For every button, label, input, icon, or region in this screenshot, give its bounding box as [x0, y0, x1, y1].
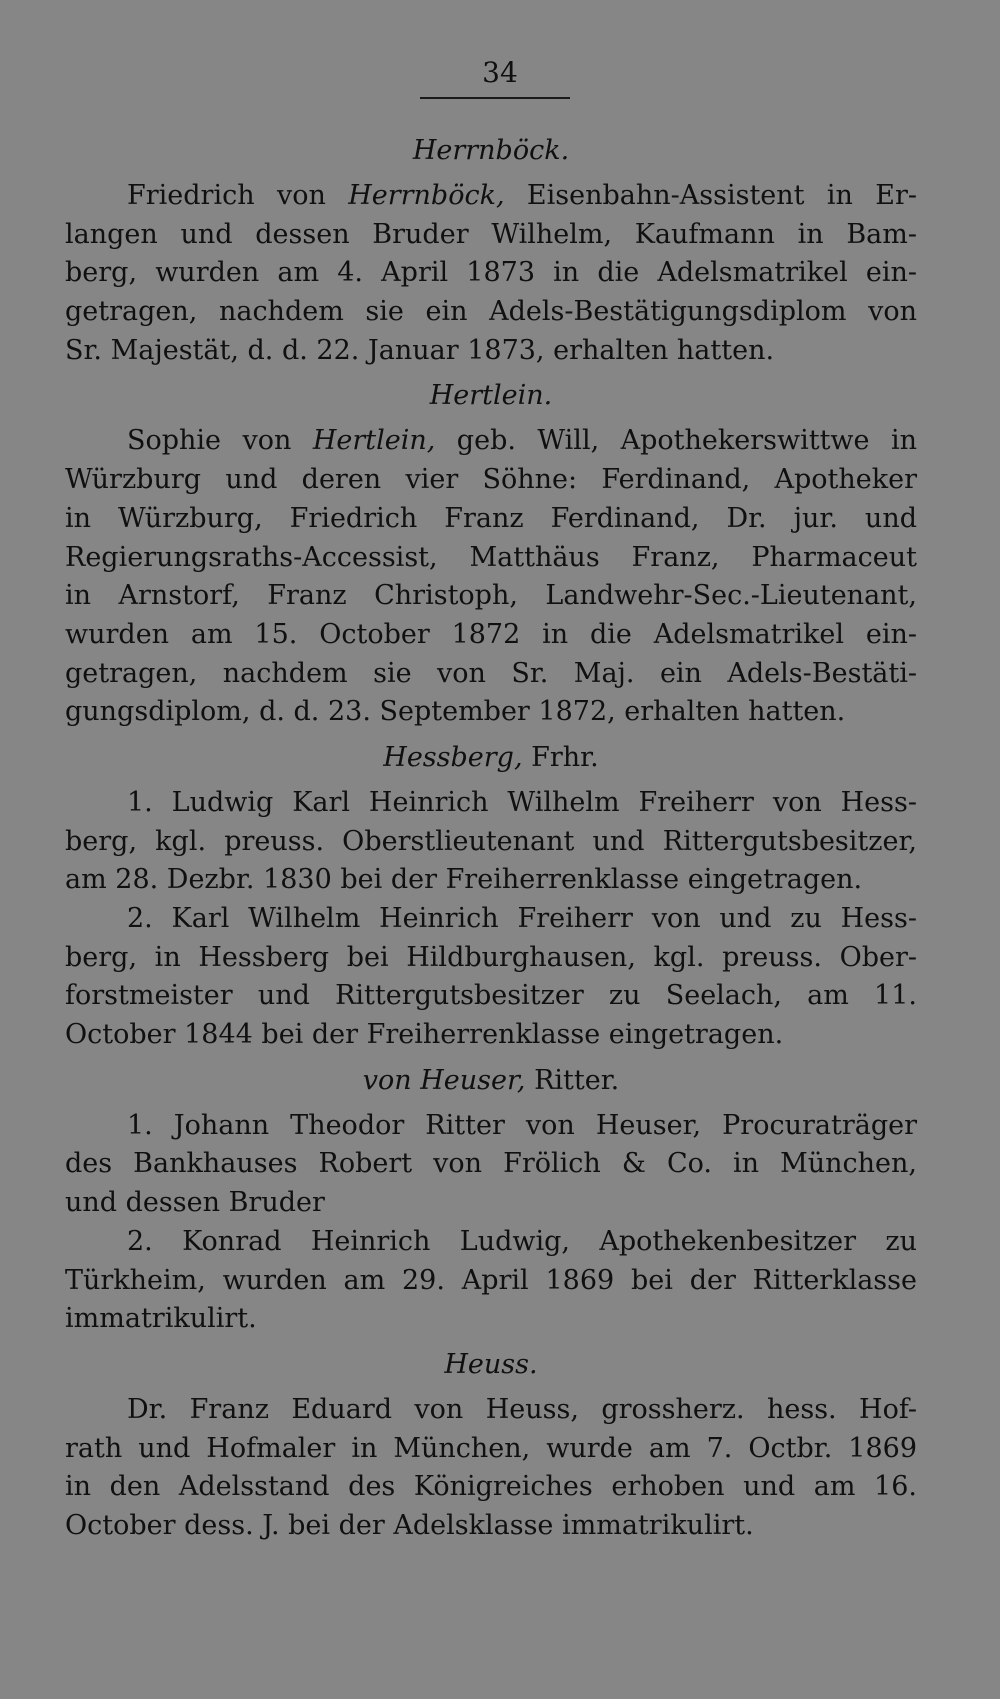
text-line: October 1844 bei der Freiherrenklasse eingetragen.: [65, 1019, 784, 1051]
page-number: 34: [482, 56, 518, 89]
entry-heading: [65, 1055, 917, 1107]
text-line: Sr. Majestät, d. d. 22. Januar 1873, erhalten hatten.: [65, 334, 775, 366]
text-line: des Bankhauses Robert von Frölich & Co. in München,: [65, 1148, 917, 1180]
text-line: gungsdiplom, d. d. 23. September 1872, erhalten hatten.: [65, 696, 846, 728]
entry-paragraph: [65, 1107, 917, 1223]
text-line: in Arnstorf, Franz Christoph, Landwehr-Sec.-Lieutenant,: [65, 580, 917, 612]
entry-heading: [65, 125, 917, 177]
entry-heading: [65, 1339, 917, 1391]
page-number-rule: [420, 97, 570, 99]
entry-paragraph: [65, 1391, 917, 1546]
entry-heading-name: von Heuser,: [362, 1064, 526, 1096]
entry-paragraph: [65, 784, 917, 900]
text-line: berg, wurden am 4. April 1873 in die Adelsmatrikel ein-: [65, 257, 917, 289]
text-line: 1. Johann Theodor Ritter von Heuser, Procuraträger: [127, 1109, 917, 1141]
entry-heading: [65, 370, 917, 422]
text-line: [65, 177, 917, 216]
entry-heading-name: Herrnböck.: [412, 135, 570, 166]
text-segment: geb. Will, Apothekerswittwe in: [435, 425, 917, 457]
text-line: immatrikulirt.: [65, 1303, 257, 1335]
family-name-italic: Herrnböck,: [348, 180, 505, 211]
entry-paragraph: [65, 900, 917, 1055]
text-line: Regierungsraths-Accessist, Matthäus Franz, Pharmaceut: [65, 541, 917, 573]
text-line: und dessen Bruder: [65, 1187, 325, 1219]
text-segment: Eisenbahn-Assistent in Er-: [504, 180, 917, 211]
family-name-italic: Hertlein,: [312, 425, 436, 457]
text-line: getragen, nachdem sie von Sr. Maj. ein Adels-Bestäti-: [65, 657, 917, 689]
entry-heading-suffix: Ritter.: [525, 1064, 620, 1096]
text-line: 2. Konrad Heinrich Ludwig, Apothekenbesitzer zu: [127, 1225, 917, 1257]
text-line: Dr. Franz Eduard von Heuss, grossherz. hess. Hof-: [127, 1393, 917, 1425]
page-text: [65, 125, 917, 1546]
text-line: Würzburg und deren vier Söhne: Ferdinand, Apotheker: [65, 464, 917, 496]
entry-heading-name: Hessberg,: [383, 741, 523, 773]
text-line: October dess. J. bei der Adelsklasse immatrikulirt.: [65, 1509, 754, 1541]
entry-heading-suffix: Frhr.: [522, 741, 599, 773]
entry-heading-name: Hertlein.: [429, 380, 553, 412]
text-line: in den Adelsstand des Königreiches erhoben und am 16.: [65, 1471, 917, 1503]
entry-heading: [65, 732, 917, 784]
entry-paragraph: [65, 1223, 917, 1339]
text-line: langen und dessen Bruder Wilhelm, Kaufmann in Bam-: [65, 218, 917, 250]
text-line: in Würzburg, Friedrich Franz Ferdinand, Dr. jur. und: [65, 502, 917, 534]
text-line: wurden am 15. October 1872 in die Adelsmatrikel ein-: [65, 618, 917, 650]
text-segment: Sophie von: [127, 425, 313, 457]
text-line: berg, in Hessberg bei Hildburghausen, kgl. preuss. Ober-: [65, 941, 917, 973]
text-line: Türkheim, wurden am 29. April 1869 bei der Ritterklasse: [65, 1264, 917, 1296]
text-line: 2. Karl Wilhelm Heinrich Freiherr von und zu Hess-: [127, 903, 917, 934]
text-line: forstmeister und Rittergutsbesitzer zu Seelach, am 11.: [65, 980, 917, 1012]
text-line: 1. Ludwig Karl Heinrich Wilhelm Freiherr von Hess-: [127, 786, 917, 818]
entry-heading-name: Heuss.: [444, 1348, 538, 1380]
text-line: [65, 422, 917, 461]
entry-paragraph: [65, 177, 917, 370]
text-line: getragen, nachdem sie ein Adels-Bestätigungsdiplom von: [65, 296, 917, 328]
text-line: berg, kgl. preuss. Oberstlieutenant und Rittergutsbesitzer,: [65, 825, 917, 857]
text-line: rath und Hofmaler in München, wurde am 7. Octbr. 1869: [65, 1432, 917, 1464]
text-line: am 28. Dezbr. 1830 bei der Freiherrenklasse eingetragen.: [65, 864, 863, 896]
entry-paragraph: [65, 422, 917, 732]
text-segment: Friedrich von: [127, 180, 349, 211]
